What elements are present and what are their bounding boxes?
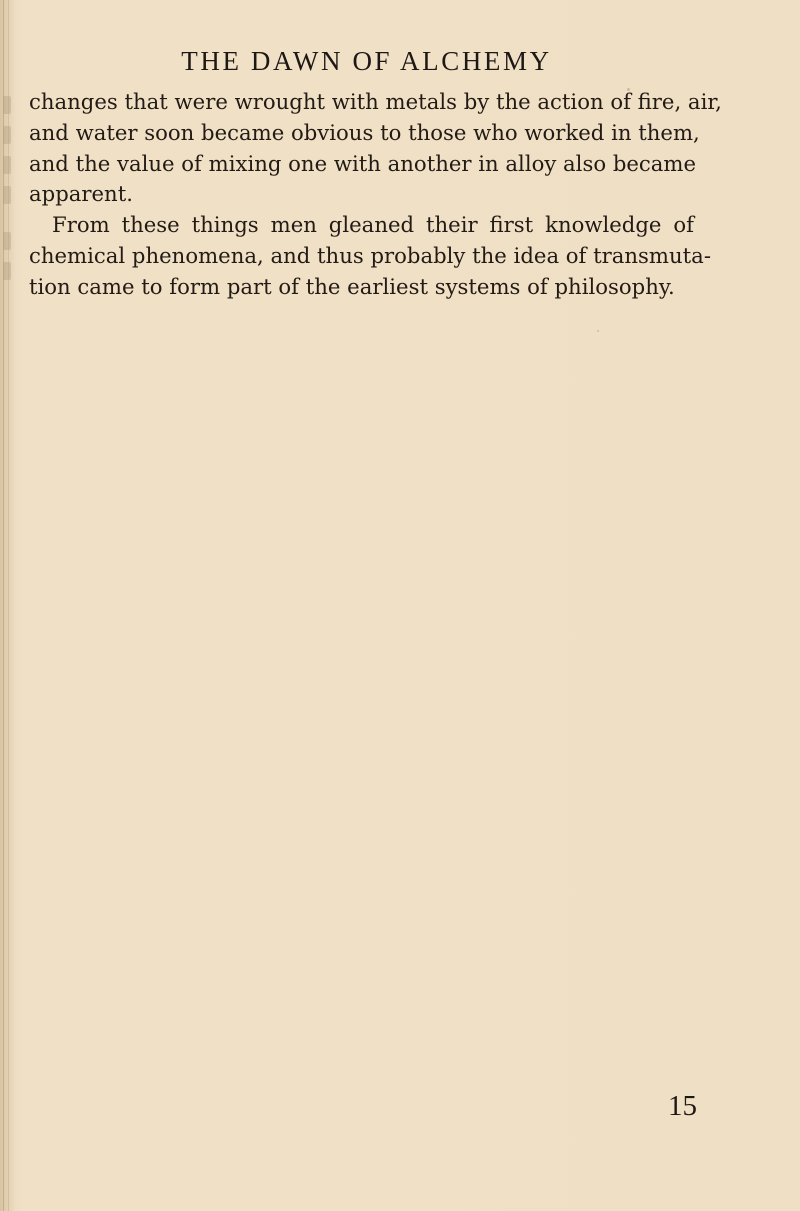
text-line: and water soon became obvious to those who worked in them, xyxy=(29,119,700,145)
text-line: apparent. xyxy=(29,181,133,207)
paragraph xyxy=(29,87,722,210)
gutter-edge-line xyxy=(3,0,4,1211)
running-head: THE DAWN OF ALCHEMY xyxy=(181,46,552,76)
show-through-mark xyxy=(3,96,11,114)
paragraph xyxy=(29,210,711,302)
text-line: tion came to form part of the earliest systems of philosophy. xyxy=(29,273,675,299)
paper-speck xyxy=(597,330,599,332)
text-line: From these things men gleaned their first knowledge of xyxy=(52,212,694,238)
show-through-mark xyxy=(3,156,11,174)
text-line: changes that were wrought with metals by the action of fire, air, xyxy=(29,89,722,114)
text-line: chemical phenomena, and thus probably the idea of transmuta- xyxy=(29,242,711,268)
show-through-mark xyxy=(3,232,11,250)
text-line: and the value of mixing one with another in alloy also became xyxy=(29,150,697,176)
body-text xyxy=(29,87,722,303)
page-gutter xyxy=(0,0,16,1211)
show-through-mark xyxy=(3,186,11,204)
show-through-mark xyxy=(3,126,11,144)
gutter-edge-line xyxy=(8,0,9,1211)
show-through-mark xyxy=(3,262,11,280)
page-number: 15 xyxy=(668,1090,697,1122)
